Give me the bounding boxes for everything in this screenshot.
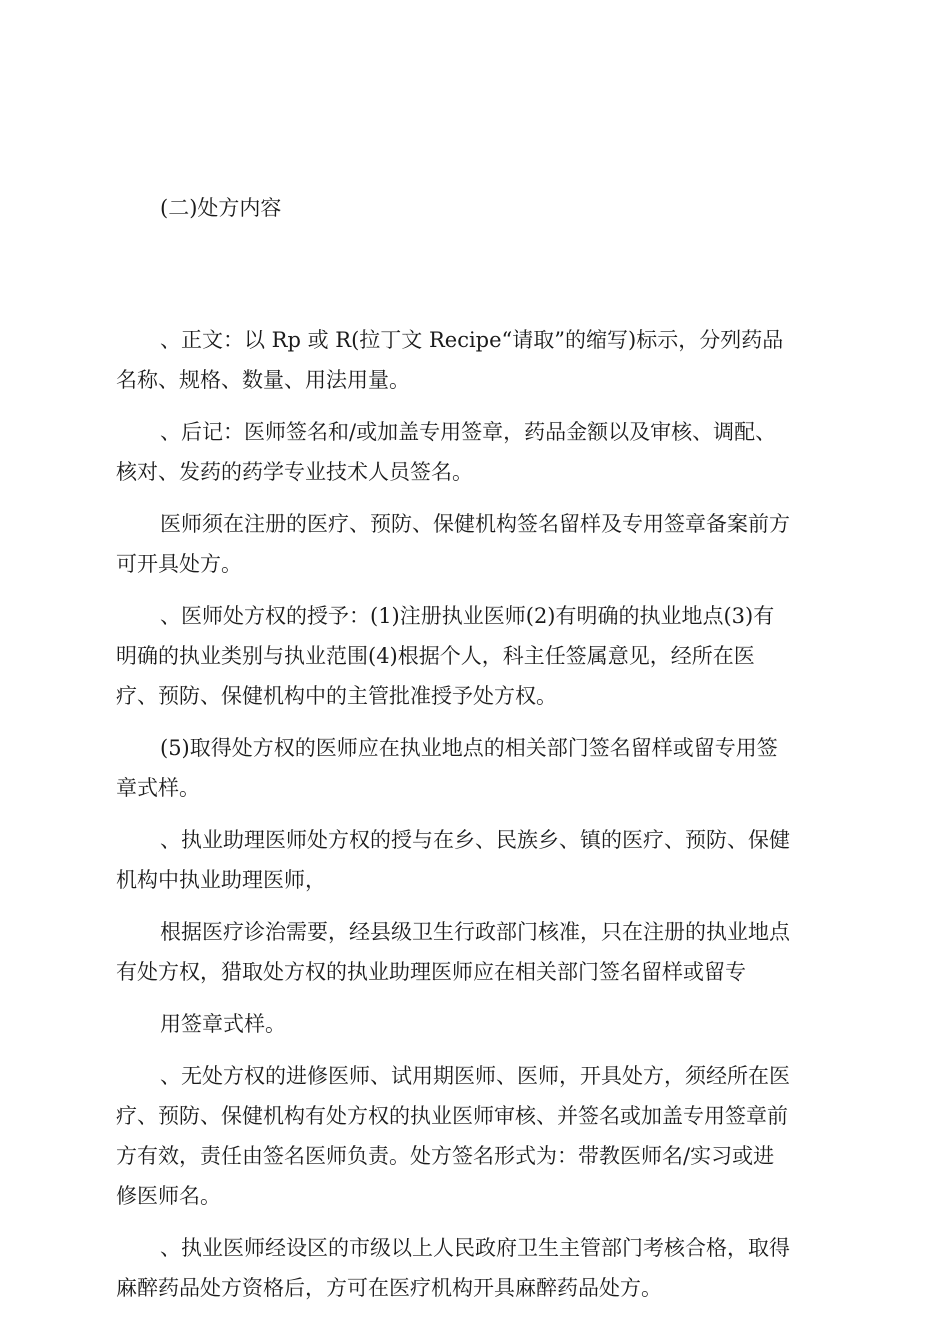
paragraph-line: 用签章式样。 (160, 1012, 286, 1036)
paragraph-line: 明确的执业类别与执业范围(4)根据个人，科主任签属意见，经所在医 (116, 644, 755, 668)
paragraph-line: 修医师名。 (116, 1184, 221, 1208)
paragraph (116, 320, 836, 400)
paragraph-line: 方有效，责任由签名医师负责。处方签名形式为：带教医师名/实习或进 (116, 1144, 775, 1168)
paragraph-line: 根据医疗诊治需要，经县级卫生行政部门核准，只在注册的执业地点 (160, 920, 790, 944)
paragraph-line: 、正文：以 Rp 或 R(拉丁文 Recipe“请取”的缩写)标示，分列药品 (160, 328, 784, 352)
paragraph (116, 728, 836, 808)
paragraph-line: 疗、预防、保健机构中的主管批准授予处方权。 (116, 684, 557, 708)
section-heading (116, 108, 836, 308)
paragraph-line: 医师须在注册的医疗、预防、保健机构签名留样及专用签章备案前方 (160, 512, 790, 536)
paragraph-line: 核对、发药的药学专业技术人员签名。 (116, 460, 473, 484)
paragraph-line: 、医师处方权的授予：(1)注册执业医师(2)有明确的执业地点(3)有 (160, 604, 775, 628)
paragraph-line: 章式样。 (116, 776, 200, 800)
paragraph (116, 820, 836, 900)
paragraph-line: 、执业医师经设区的市级以上人民政府卫生主管部门考核合格，取得 (160, 1236, 790, 1260)
paragraph-line: (5)取得处方权的医师应在执业地点的相关部门签名留样或留专用签 (160, 736, 778, 760)
paragraph-line: 有处方权，猎取处方权的执业助理医师应在相关部门签名留样或留专 (116, 960, 746, 984)
paragraph-line: 麻醉药品处方资格后，方可在医疗机构开具麻醉药品处方。 (116, 1276, 662, 1300)
paragraph (116, 504, 836, 584)
paragraph (116, 1056, 836, 1216)
paragraph-line: 疗、预防、保健机构有处方权的执业医师审核、并签名或加盖专用签章前 (116, 1104, 788, 1128)
paragraph-list (116, 320, 836, 1308)
paragraph-line: 、无处方权的进修医师、试用期医师、医师，开具处方，须经所在医 (160, 1064, 790, 1088)
paragraph (116, 412, 836, 492)
document-body (116, 108, 836, 1320)
paragraph-line: 机构中执业助理医师， (116, 868, 326, 892)
paragraph-line: 可开具处方。 (116, 552, 242, 576)
paragraph-line: 、后记：医师签名和/或加盖专用签章，药品金额以及审核、调配、 (160, 420, 777, 444)
paragraph-line: 名称、规格、数量、用法用量。 (116, 368, 410, 392)
paragraph (116, 1004, 836, 1044)
paragraph (116, 1228, 836, 1308)
paragraph-line: 、执业助理医师处方权的授与在乡、民族乡、镇的医疗、预防、保健 (160, 828, 790, 852)
paragraph (116, 596, 836, 716)
paragraph (116, 912, 836, 992)
heading-text: (二)处方内容 (160, 196, 282, 220)
